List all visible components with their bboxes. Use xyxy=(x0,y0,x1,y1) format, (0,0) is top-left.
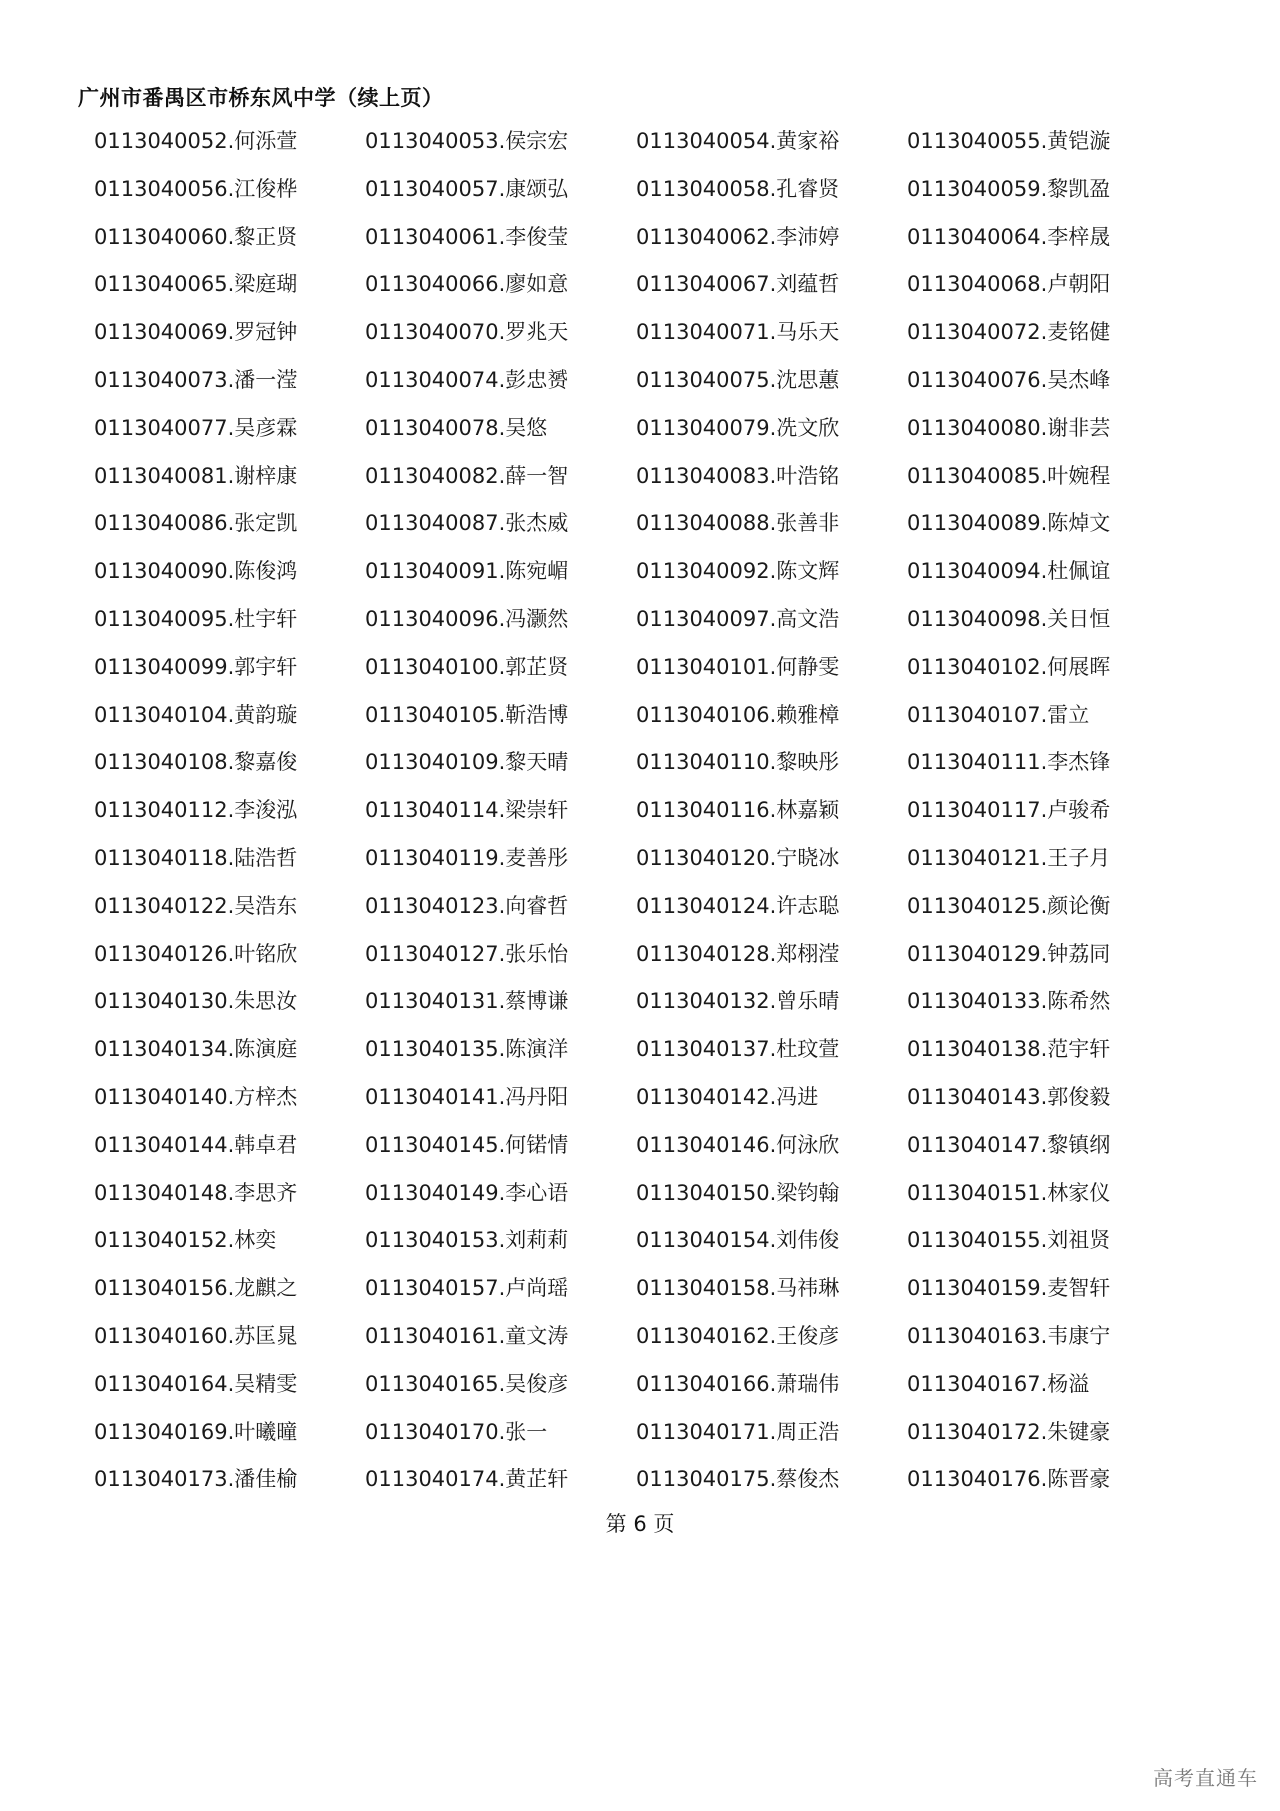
student-entry: 0113040090.陈俊鸿 xyxy=(94,559,298,584)
student-entry: 0113040081.谢梓康 xyxy=(94,463,298,488)
student-entry: 0113040080.谢非芸 xyxy=(907,415,1111,440)
student-entry: 0113040163.韦康宁 xyxy=(907,1323,1111,1348)
student-entry: 0113040108.黎嘉俊 xyxy=(94,750,298,775)
student-entry: 0113040169.叶曦曈 xyxy=(94,1419,298,1444)
student-entry: 0113040130.朱思汝 xyxy=(94,989,298,1014)
student-entry: 0113040075.沈思蕙 xyxy=(636,367,840,392)
student-entry: 0113040096.冯灏然 xyxy=(365,606,569,631)
student-entry: 0113040085.叶婉程 xyxy=(907,463,1111,488)
student-entry: 0113040094.杜佩谊 xyxy=(907,559,1111,584)
student-entry: 0113040172.朱键豪 xyxy=(907,1419,1111,1444)
student-entry: 0113040158.马祎琳 xyxy=(636,1276,840,1301)
student-entry: 0113040161.童文涛 xyxy=(365,1323,569,1348)
student-entry: 0113040162.王俊彦 xyxy=(636,1323,840,1348)
student-entry: 0113040052.何泺萱 xyxy=(94,129,298,153)
student-entry: 0113040074.彭忠赟 xyxy=(365,367,569,392)
student-entry: 0113040141.冯丹阳 xyxy=(365,1084,569,1109)
student-entry: 0113040167.杨溢 xyxy=(907,1371,1090,1396)
student-entry: 0113040131.蔡博谦 xyxy=(365,989,569,1014)
student-entry: 0113040137.杜玟萱 xyxy=(636,1037,840,1062)
student-entry: 0113040058.孔睿贤 xyxy=(636,176,840,201)
student-entry: 0113040144.韩卓君 xyxy=(94,1132,298,1157)
student-entry: 0113040117.卢骏希 xyxy=(907,798,1111,823)
student-entry: 0113040153.刘莉莉 xyxy=(365,1228,569,1253)
student-entry: 0113040057.康颂弘 xyxy=(365,176,569,201)
student-list xyxy=(94,124,1194,1510)
student-entry: 0113040155.刘祖贤 xyxy=(907,1228,1111,1253)
student-entry: 0113040143.郭俊毅 xyxy=(907,1084,1111,1109)
student-entry: 0113040175.蔡俊杰 xyxy=(636,1467,840,1492)
student-entry: 0113040078.吴悠 xyxy=(365,415,548,440)
student-entry: 0113040145.何锘情 xyxy=(365,1132,569,1157)
student-entry: 0113040154.刘伟俊 xyxy=(636,1228,840,1253)
student-entry: 0113040134.陈演庭 xyxy=(94,1037,298,1062)
student-entry: 0113040110.黎映彤 xyxy=(636,750,840,775)
student-entry: 0113040114.梁崇轩 xyxy=(365,798,569,823)
student-entry: 0113040124.许志聪 xyxy=(636,893,840,918)
student-entry: 0113040171.周正浩 xyxy=(636,1419,840,1444)
page-number: 第 6 页 xyxy=(605,1512,675,1536)
student-entry: 0113040156.龙麒之 xyxy=(94,1276,298,1301)
student-entry: 0113040089.陈焯文 xyxy=(907,511,1111,536)
student-entry: 0113040123.向睿哲 xyxy=(365,893,569,918)
student-entry: 0113040150.梁钧翰 xyxy=(636,1180,840,1205)
student-entry: 0113040126.叶铭欣 xyxy=(94,941,298,966)
student-entry: 0113040157.卢尚瑶 xyxy=(365,1276,569,1301)
student-entry: 0113040070.罗兆天 xyxy=(365,320,569,345)
student-entry: 0113040087.张杰威 xyxy=(365,511,569,536)
student-entry: 0113040098.关日恒 xyxy=(907,606,1111,631)
student-entry: 0113040060.黎正贤 xyxy=(94,224,298,249)
student-entry: 0113040055.黄铠漩 xyxy=(907,129,1111,153)
student-entry: 0113040067.刘蕴哲 xyxy=(636,272,840,297)
student-entry: 0113040095.杜宇轩 xyxy=(94,606,298,631)
student-entry: 0113040116.林嘉颖 xyxy=(636,798,840,823)
student-entry: 0113040104.黄韵璇 xyxy=(94,702,298,727)
student-entry: 0113040151.林家仪 xyxy=(907,1180,1111,1205)
student-entry: 0113040066.廖如意 xyxy=(365,272,569,297)
student-entry: 0113040101.何静雯 xyxy=(636,654,840,679)
student-entry: 0113040072.麦铭健 xyxy=(907,320,1111,345)
student-entry: 0113040146.何泳欣 xyxy=(636,1132,840,1157)
student-entry: 0113040118.陆浩哲 xyxy=(94,845,298,870)
student-entry: 0113040122.吴浩东 xyxy=(94,893,298,918)
student-entry: 0113040065.梁庭瑚 xyxy=(94,272,298,297)
student-entry: 0113040133.陈希然 xyxy=(907,989,1111,1014)
student-entry: 0113040068.卢朝阳 xyxy=(907,272,1111,297)
student-entry: 0113040082.薛一智 xyxy=(365,463,569,488)
student-entry: 0113040071.马乐天 xyxy=(636,320,840,345)
student-entry: 0113040054.黄家裕 xyxy=(636,129,840,153)
student-entry: 0113040173.潘佳榆 xyxy=(94,1467,298,1492)
watermark: 高考直通车 xyxy=(1153,1766,1258,1790)
student-entry: 0113040053.侯宗宏 xyxy=(365,129,569,153)
student-entry: 0113040119.麦善彤 xyxy=(365,845,569,870)
student-entry: 0113040140.方梓杰 xyxy=(94,1084,298,1109)
student-entry: 0113040102.何展晖 xyxy=(907,654,1111,679)
student-entry: 0113040091.陈宛嵋 xyxy=(365,559,569,584)
student-entry: 0113040061.李俊莹 xyxy=(365,224,569,249)
student-entry: 0113040128.郑栩滢 xyxy=(636,941,840,966)
student-entry: 0113040073.潘一滢 xyxy=(94,367,298,392)
student-entry: 0113040064.李梓晟 xyxy=(907,224,1111,249)
student-entry: 0113040079.冼文欣 xyxy=(636,415,840,440)
student-entry: 0113040076.吴杰峰 xyxy=(907,367,1111,392)
student-entry: 0113040164.吴精雯 xyxy=(94,1371,298,1396)
student-entry: 0113040083.叶浩铭 xyxy=(636,463,840,488)
student-entry: 0113040125.颜论衡 xyxy=(907,893,1111,918)
student-entry: 0113040174.黄芷轩 xyxy=(365,1467,569,1492)
student-entry: 0113040147.黎镇纲 xyxy=(907,1132,1111,1157)
student-entry: 0113040120.宁晓冰 xyxy=(636,845,840,870)
student-entry: 0113040165.吴俊彦 xyxy=(365,1371,569,1396)
student-entry: 0113040069.罗冠钟 xyxy=(94,320,298,345)
student-entry: 0113040107.雷立 xyxy=(907,702,1090,727)
student-entry: 0113040106.赖雅樟 xyxy=(636,702,840,727)
student-entry: 0113040159.麦智轩 xyxy=(907,1276,1111,1301)
student-entry: 0113040166.萧瑞伟 xyxy=(636,1371,840,1396)
student-entry: 0113040121.王子月 xyxy=(907,845,1111,870)
student-entry: 0113040160.苏匡晁 xyxy=(94,1323,298,1348)
student-entry: 0113040062.李沛婷 xyxy=(636,224,840,249)
student-entry: 0113040077.吴彦霖 xyxy=(94,415,298,440)
student-entry: 0113040132.曾乐晴 xyxy=(636,989,840,1014)
student-entry: 0113040099.郭宇轩 xyxy=(94,654,298,679)
student-entry: 0113040086.张定凯 xyxy=(94,511,298,536)
student-entry: 0113040059.黎凯盈 xyxy=(907,176,1111,201)
school-heading: 广州市番禺区市桥东风中学（续上页） xyxy=(78,86,444,110)
student-entry: 0113040149.李心语 xyxy=(365,1180,569,1205)
student-entry: 0113040100.郭芷贤 xyxy=(365,654,569,679)
student-entry: 0113040135.陈演洋 xyxy=(365,1037,569,1062)
student-entry: 0113040088.张善非 xyxy=(636,511,840,536)
student-entry: 0113040176.陈晋豪 xyxy=(907,1467,1111,1492)
student-entry: 0113040112.李浚泓 xyxy=(94,798,298,823)
student-entry: 0113040127.张乐怡 xyxy=(365,941,569,966)
student-entry: 0113040170.张一 xyxy=(365,1419,548,1444)
student-entry: 0113040097.高文浩 xyxy=(636,606,840,631)
student-entry: 0113040148.李思齐 xyxy=(94,1180,298,1205)
student-entry: 0113040138.范宇轩 xyxy=(907,1037,1111,1062)
student-entry: 0113040056.江俊桦 xyxy=(94,176,298,201)
student-entry: 0113040129.钟荔同 xyxy=(907,941,1111,966)
student-entry: 0113040092.陈文辉 xyxy=(636,559,840,584)
student-entry: 0113040105.靳浩博 xyxy=(365,702,569,727)
student-entry: 0113040142.冯进 xyxy=(636,1084,819,1109)
student-entry: 0113040109.黎天晴 xyxy=(365,750,569,775)
student-entry: 0113040152.林奕 xyxy=(94,1228,277,1253)
student-entry: 0113040111.李杰锋 xyxy=(907,750,1111,775)
